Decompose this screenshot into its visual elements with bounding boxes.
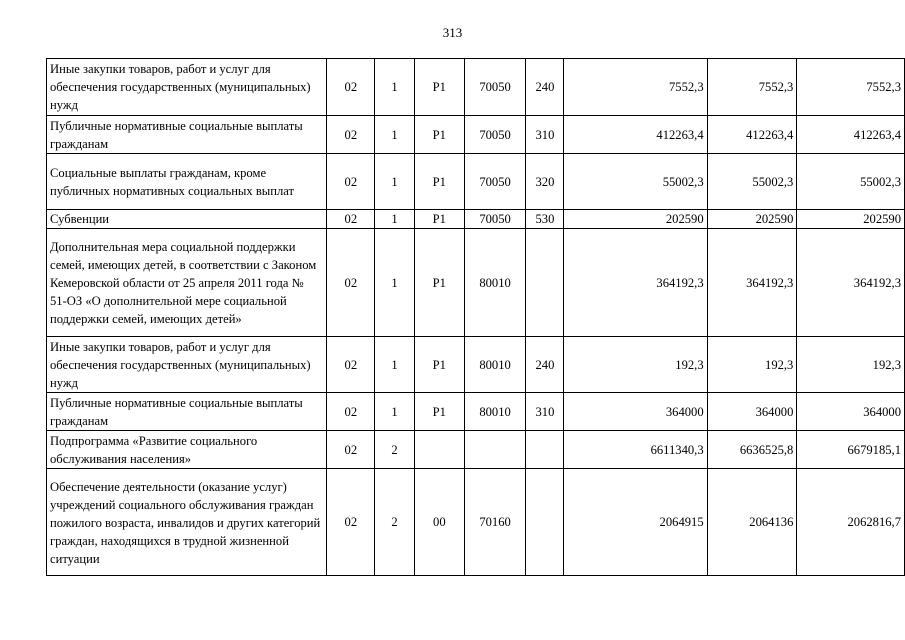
value-year-1: 55002,3: [564, 154, 707, 210]
expense-type-code: [526, 431, 564, 469]
page-number: 313: [442, 25, 463, 40]
table-row: [47, 116, 905, 154]
target-code: 70160: [464, 469, 526, 576]
row-name: Публичные нормативные социальные выплаты гражданам: [47, 116, 327, 154]
subsection-code: 1: [375, 337, 415, 393]
value-year-1: 202590: [564, 210, 707, 229]
table-row: [47, 431, 905, 469]
value-year-2: 412263,4: [707, 116, 797, 154]
subsection-code: 1: [375, 229, 415, 337]
expense-type-code: 530: [526, 210, 564, 229]
table-row: [47, 469, 905, 576]
value-year-2: 192,3: [707, 337, 797, 393]
value-year-2: 202590: [707, 210, 797, 229]
target-code: 70050: [464, 59, 526, 116]
program-code: P1: [414, 393, 464, 431]
program-code: 00: [414, 469, 464, 576]
row-name: Иные закупки товаров, работ и услуг для обеспечения государственных (муниципальных) нужд: [47, 59, 327, 116]
target-code: 80010: [464, 229, 526, 337]
expense-type-code: [526, 469, 564, 576]
row-name: Публичные нормативные социальные выплаты гражданам: [47, 393, 327, 431]
value-year-2: 6636525,8: [707, 431, 797, 469]
section-code: 02: [327, 154, 375, 210]
value-year-3: 412263,4: [797, 116, 905, 154]
expense-type-code: 310: [526, 393, 564, 431]
table-row: [47, 393, 905, 431]
value-year-3: 202590: [797, 210, 905, 229]
section-code: 02: [327, 469, 375, 576]
value-year-3: 192,3: [797, 337, 905, 393]
value-year-1: 2064915: [564, 469, 707, 576]
value-year-2: 364192,3: [707, 229, 797, 337]
row-name: Субвенции: [47, 210, 327, 229]
expense-type-code: 240: [526, 337, 564, 393]
program-code: P1: [414, 116, 464, 154]
section-code: 02: [327, 337, 375, 393]
target-code: 70050: [464, 210, 526, 229]
target-code: 80010: [464, 337, 526, 393]
row-name: Подпрограмма «Развитие социального обслуживания населения»: [47, 431, 327, 469]
section-code: 02: [327, 431, 375, 469]
value-year-1: 364000: [564, 393, 707, 431]
value-year-2: 7552,3: [707, 59, 797, 116]
table-row: [47, 337, 905, 393]
program-code: P1: [414, 337, 464, 393]
target-code: 70050: [464, 154, 526, 210]
value-year-3: 55002,3: [797, 154, 905, 210]
target-code: [464, 431, 526, 469]
table-row: [47, 154, 905, 210]
section-code: 02: [327, 210, 375, 229]
subsection-code: 2: [375, 469, 415, 576]
value-year-2: 55002,3: [707, 154, 797, 210]
value-year-1: 412263,4: [564, 116, 707, 154]
value-year-1: 192,3: [564, 337, 707, 393]
subsection-code: 1: [375, 116, 415, 154]
subsection-code: 2: [375, 431, 415, 469]
value-year-1: 364192,3: [564, 229, 707, 337]
expense-type-code: 240: [526, 59, 564, 116]
value-year-3: 6679185,1: [797, 431, 905, 469]
target-code: 70050: [464, 116, 526, 154]
row-name: Дополнительная мера социальной поддержки семей, имеющих детей, в соответствии с Законом Кемеровской области от 25 апреля 2011 года № 51-ОЗ «О дополнительной мере социальной поддержки семей, имеющих детей»: [47, 229, 327, 337]
expense-type-code: 320: [526, 154, 564, 210]
subsection-code: 1: [375, 210, 415, 229]
section-code: 02: [327, 116, 375, 154]
value-year-2: 364000: [707, 393, 797, 431]
subsection-code: 1: [375, 393, 415, 431]
program-code: [414, 431, 464, 469]
target-code: 80010: [464, 393, 526, 431]
table-row: [47, 210, 905, 229]
program-code: P1: [414, 59, 464, 116]
section-code: 02: [327, 393, 375, 431]
section-code: 02: [327, 229, 375, 337]
subsection-code: 1: [375, 154, 415, 210]
value-year-3: 2062816,7: [797, 469, 905, 576]
table-row: [47, 59, 905, 116]
value-year-3: 7552,3: [797, 59, 905, 116]
section-code: 02: [327, 59, 375, 116]
row-name: Социальные выплаты гражданам, кроме публичных нормативных социальных выплат: [47, 154, 327, 210]
expense-type-code: 310: [526, 116, 564, 154]
value-year-3: 364000: [797, 393, 905, 431]
row-name: Иные закупки товаров, работ и услуг для обеспечения государственных (муниципальных) нужд: [47, 337, 327, 393]
table-row: [47, 229, 905, 337]
program-code: P1: [414, 154, 464, 210]
program-code: P1: [414, 229, 464, 337]
program-code: P1: [414, 210, 464, 229]
value-year-3: 364192,3: [797, 229, 905, 337]
value-year-1: 6611340,3: [564, 431, 707, 469]
budget-table: [46, 58, 905, 576]
subsection-code: 1: [375, 59, 415, 116]
expense-type-code: [526, 229, 564, 337]
value-year-2: 2064136: [707, 469, 797, 576]
value-year-1: 7552,3: [564, 59, 707, 116]
row-name: Обеспечение деятельности (оказание услуг) учреждений социального обслуживания граждан пожилого возраста, инвалидов и других категорий граждан, находящихся в трудной жизненной ситуации: [47, 469, 327, 576]
